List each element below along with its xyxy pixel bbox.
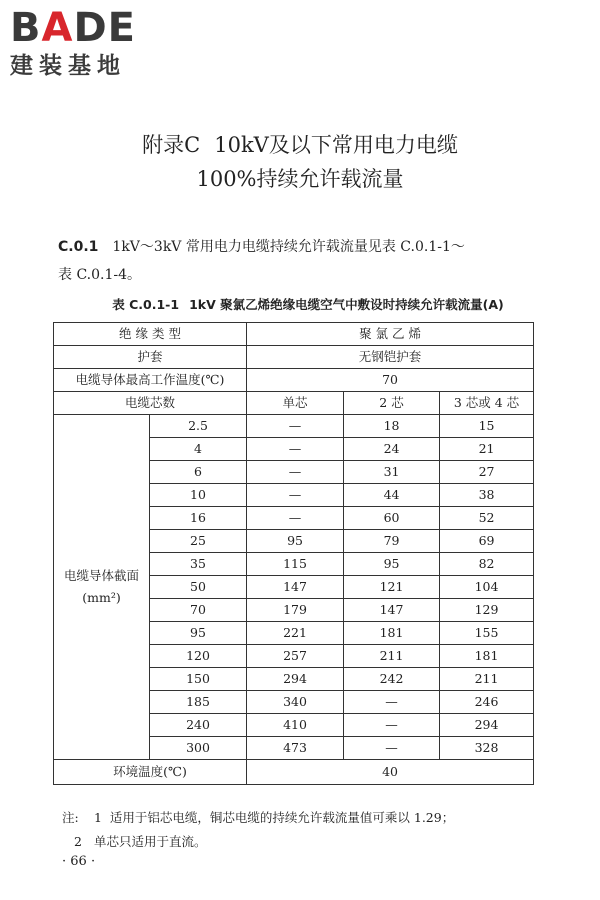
section-value: 185 xyxy=(150,691,247,714)
section-value: 25 xyxy=(150,530,247,553)
section-value: 150 xyxy=(150,668,247,691)
single-core-value: 257 xyxy=(247,645,344,668)
core-header-three-four: 3 芯或 4 芯 xyxy=(440,392,534,415)
heading-line-1 xyxy=(0,128,600,162)
table-number: 表 C.0.1-1 xyxy=(112,297,180,312)
three-four-core-value: 129 xyxy=(440,599,534,622)
sheath-label: 护套 xyxy=(54,346,247,369)
logo-subtitle: 建装基地 xyxy=(10,53,126,79)
single-core-value: 179 xyxy=(247,599,344,622)
two-core-value: 79 xyxy=(344,530,440,553)
section-value: 35 xyxy=(150,553,247,576)
appendix-heading xyxy=(0,128,600,196)
section-value: 50 xyxy=(150,576,247,599)
table-row xyxy=(54,415,534,438)
two-core-value: 95 xyxy=(344,553,440,576)
two-core-value: 31 xyxy=(344,461,440,484)
note-text: 单芯只适用于直流。 xyxy=(94,834,207,849)
section-value: 16 xyxy=(150,507,247,530)
three-four-core-value: 38 xyxy=(440,484,534,507)
single-core-value: 340 xyxy=(247,691,344,714)
two-core-value: 18 xyxy=(344,415,440,438)
ampacity-table xyxy=(53,322,534,785)
cores-label: 电缆芯数 xyxy=(54,392,247,415)
single-core-value: 221 xyxy=(247,622,344,645)
single-core-value: 294 xyxy=(247,668,344,691)
appendix-label: 附录C xyxy=(142,133,201,157)
page-number: · 66 · xyxy=(62,854,96,869)
section-value: 4 xyxy=(150,438,247,461)
three-four-core-value: 69 xyxy=(440,530,534,553)
table-row xyxy=(54,760,534,785)
clause-number: C.0.1 xyxy=(58,239,99,255)
insulation-value: 聚 氯 乙 烯 xyxy=(247,323,534,346)
two-core-value: — xyxy=(344,714,440,737)
max-temp-label: 电缆导体最高工作温度(℃) xyxy=(54,369,247,392)
two-core-value: — xyxy=(344,737,440,760)
three-four-core-value: 211 xyxy=(440,668,534,691)
single-core-value: — xyxy=(247,415,344,438)
single-core-value: — xyxy=(247,484,344,507)
three-four-core-value: 181 xyxy=(440,645,534,668)
bade-logo xyxy=(10,6,180,80)
single-core-value: 115 xyxy=(247,553,344,576)
ambient-value: 40 xyxy=(247,760,534,785)
section-unit: (mm²) xyxy=(82,590,121,605)
three-four-core-value: 246 xyxy=(440,691,534,714)
two-core-value: 60 xyxy=(344,507,440,530)
section-value: 240 xyxy=(150,714,247,737)
note-number: 1 xyxy=(94,810,102,825)
appendix-title-1: 10kV及以下常用电力电缆 xyxy=(214,133,458,157)
two-core-value: 211 xyxy=(344,645,440,668)
section-value: 2.5 xyxy=(150,415,247,438)
three-four-core-value: 294 xyxy=(440,714,534,737)
two-core-value: — xyxy=(344,691,440,714)
section-label-cell xyxy=(54,415,150,760)
section-value: 95 xyxy=(150,622,247,645)
table-title: 1kV 聚氯乙烯绝缘电缆空气中敷设时持续允许载流量(A) xyxy=(189,297,504,312)
clause-paragraph xyxy=(58,233,558,289)
three-four-core-value: 82 xyxy=(440,553,534,576)
two-core-value: 24 xyxy=(344,438,440,461)
section-value: 6 xyxy=(150,461,247,484)
table-notes xyxy=(62,806,454,854)
three-four-core-value: 27 xyxy=(440,461,534,484)
section-value: 70 xyxy=(150,599,247,622)
two-core-value: 147 xyxy=(344,599,440,622)
logo-wordmark: BADE xyxy=(10,5,136,51)
appendix-title-2: 100%持续允许载流量 xyxy=(196,167,404,191)
max-temp-value: 70 xyxy=(247,369,534,392)
section-value: 10 xyxy=(150,484,247,507)
single-core-value: 95 xyxy=(247,530,344,553)
three-four-core-value: 104 xyxy=(440,576,534,599)
three-four-core-value: 155 xyxy=(440,622,534,645)
ambient-label: 环境温度(℃) xyxy=(54,760,247,785)
single-core-value: — xyxy=(247,461,344,484)
core-header-two: 2 芯 xyxy=(344,392,440,415)
insulation-label: 绝 缘 类 型 xyxy=(54,323,247,346)
section-value: 300 xyxy=(150,737,247,760)
sheath-value: 无钢铠护套 xyxy=(247,346,534,369)
two-core-value: 121 xyxy=(344,576,440,599)
note-item xyxy=(62,830,454,854)
single-core-value: — xyxy=(247,438,344,461)
note-item xyxy=(62,806,454,830)
clause-text-2: 表 C.0.1-4。 xyxy=(58,267,142,283)
table-row xyxy=(54,369,534,392)
table-row xyxy=(54,392,534,415)
notes-label: 注: xyxy=(62,810,79,825)
three-four-core-value: 328 xyxy=(440,737,534,760)
single-core-value: 147 xyxy=(247,576,344,599)
single-core-value: 410 xyxy=(247,714,344,737)
table-row xyxy=(54,346,534,369)
three-four-core-value: 15 xyxy=(440,415,534,438)
two-core-value: 242 xyxy=(344,668,440,691)
note-text: 适用于铝芯电缆，铜芯电缆的持续允许载流量值可乘以 1.29； xyxy=(109,810,455,825)
three-four-core-value: 52 xyxy=(440,507,534,530)
single-core-value: 473 xyxy=(247,737,344,760)
table-row xyxy=(54,323,534,346)
clause-text-1: 1kV～3kV 常用电力电缆持续允许载流量见表 C.0.1-1～ xyxy=(112,239,465,255)
table-caption xyxy=(58,295,558,313)
section-label: 电缆导体截面 xyxy=(63,568,139,583)
core-header-single: 单芯 xyxy=(247,392,344,415)
section-value: 120 xyxy=(150,645,247,668)
two-core-value: 44 xyxy=(344,484,440,507)
single-core-value: — xyxy=(247,507,344,530)
note-number: 2 xyxy=(74,834,82,849)
two-core-value: 181 xyxy=(344,622,440,645)
three-four-core-value: 21 xyxy=(440,438,534,461)
